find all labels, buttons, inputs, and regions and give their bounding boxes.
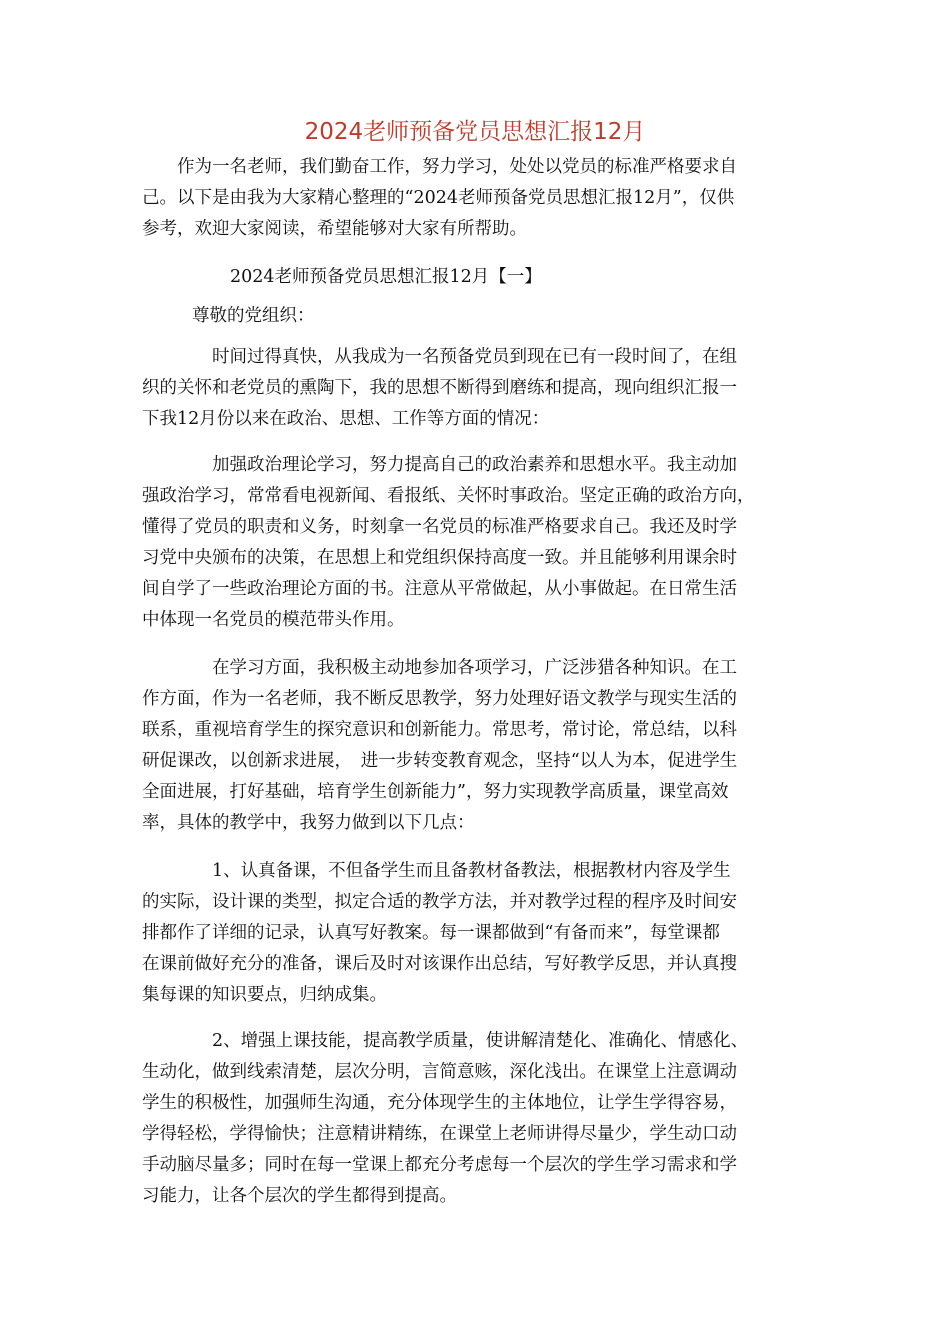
paragraph-line: 集每课的知识要点，归纳成集。 bbox=[142, 985, 387, 1005]
paragraph-line: 在学习方面，我积极主动地参加各项学习，广泛涉猎各种知识。在工 bbox=[142, 658, 737, 678]
paragraph-line: 间自学了一些政治理论方面的书。注意从平常做起，从小事做起。在日常生活 bbox=[142, 579, 737, 599]
paragraph-line: 强政治学习，常常看电视新闻、看报纸、关怀时事政治。坚定正确的政治方向， bbox=[142, 486, 755, 506]
paragraph-line: 1、认真备课，不但备学生而且备教材备教法，根据教材内容及学生 bbox=[142, 861, 731, 881]
paragraph-4 bbox=[142, 856, 810, 1011]
paragraph-line: 学得轻松，学得愉快；注意精讲精练，在课堂上老师讲得尽量少，学生动口动 bbox=[142, 1124, 737, 1144]
paragraph-line: 的实际，设计课的类型，拟定合适的教学方法，并对教学过程的程序及时间安 bbox=[142, 892, 737, 912]
salutation: 尊敬的党组织： bbox=[192, 306, 315, 326]
paragraph-line: 懂得了党员的职责和义务，时刻拿一名党员的标准严格要求自己。我还及时学 bbox=[142, 517, 737, 537]
paragraph-line: 习能力，让各个层次的学生都得到提高。 bbox=[142, 1186, 457, 1206]
document-title: 2024老师预备党员思想汇报12月 bbox=[304, 119, 646, 145]
paragraph-line: 手动脑尽量多；同时在每一堂课上都充分考虑每一个层次的学生学习需求和学 bbox=[142, 1155, 737, 1175]
paragraph-line: 时间过得真快，从我成为一名预备党员到现在已有一段时间了，在组 bbox=[142, 347, 737, 367]
intro-paragraph bbox=[142, 152, 810, 245]
intro-line: 作为一名老师，我们勤奋工作，努力学习，处处以党员的标准严格要求自 bbox=[142, 157, 737, 177]
paragraph-line: 研促课改，以创新求进展， 进一步转变教育观念，坚持“以人为本，促进学生 bbox=[142, 751, 738, 771]
paragraph-2 bbox=[142, 450, 810, 636]
paragraph-line: 全面进展，打好基础，培育学生创新能力”，努力实现教学高质量，课堂高效 bbox=[142, 782, 729, 802]
paragraph-line: 在课前做好充分的准备，课后及时对该课作出总结，写好教学反思，并认真搜 bbox=[142, 954, 737, 974]
paragraph-line: 中体现一名党员的模范带头作用。 bbox=[142, 610, 405, 630]
paragraph-line: 生动化，做到线索清楚，层次分明，言简意赅，深化浅出。在课堂上注意调动 bbox=[142, 1062, 737, 1082]
section-heading: 2024老师预备党员思想汇报12月【一】 bbox=[230, 267, 542, 287]
paragraph-line: 织的关怀和老党员的熏陶下，我的思想不断得到磨练和提高，现向组织汇报一 bbox=[142, 378, 737, 398]
paragraph-line: 联系，重视培育学生的探究意识和创新能力。常思考，常讨论，常总结，以科 bbox=[142, 720, 737, 740]
paragraph-line: 率，具体的教学中，我努力做到以下几点： bbox=[142, 813, 475, 833]
paragraph-line: 2、增强上课技能，提高教学质量，使讲解清楚化、准确化、情感化、 bbox=[142, 1031, 749, 1051]
paragraph-1 bbox=[142, 342, 810, 435]
paragraph-line: 下我12月份以来在政治、思想、工作等方面的情况： bbox=[142, 409, 550, 429]
intro-line: 己。以下是由我为大家精心整理的“2024老师预备党员思想汇报12月”，仅供 bbox=[142, 188, 735, 208]
paragraph-line: 学生的积极性，加强师生沟通，充分体现学生的主体地位，让学生学得容易， bbox=[142, 1093, 737, 1113]
paragraph-5 bbox=[142, 1026, 810, 1212]
intro-line: 参考，欢迎大家阅读，希望能够对大家有所帮助。 bbox=[142, 219, 527, 239]
paragraph-line: 排都作了详细的记录，认真写好教案。每一课都做到“有备而来”，每堂课都 bbox=[142, 923, 720, 943]
paragraph-line: 习党中央颁布的决策，在思想上和党组织保持高度一致。并且能够利用课余时 bbox=[142, 548, 737, 568]
paragraph-line: 加强政治理论学习，努力提高自己的政治素养和思想水平。我主动加 bbox=[142, 455, 737, 475]
paragraph-3 bbox=[142, 653, 810, 839]
paragraph-line: 作方面，作为一名老师，我不断反思教学，努力处理好语文教学与现实生活的 bbox=[142, 689, 737, 709]
